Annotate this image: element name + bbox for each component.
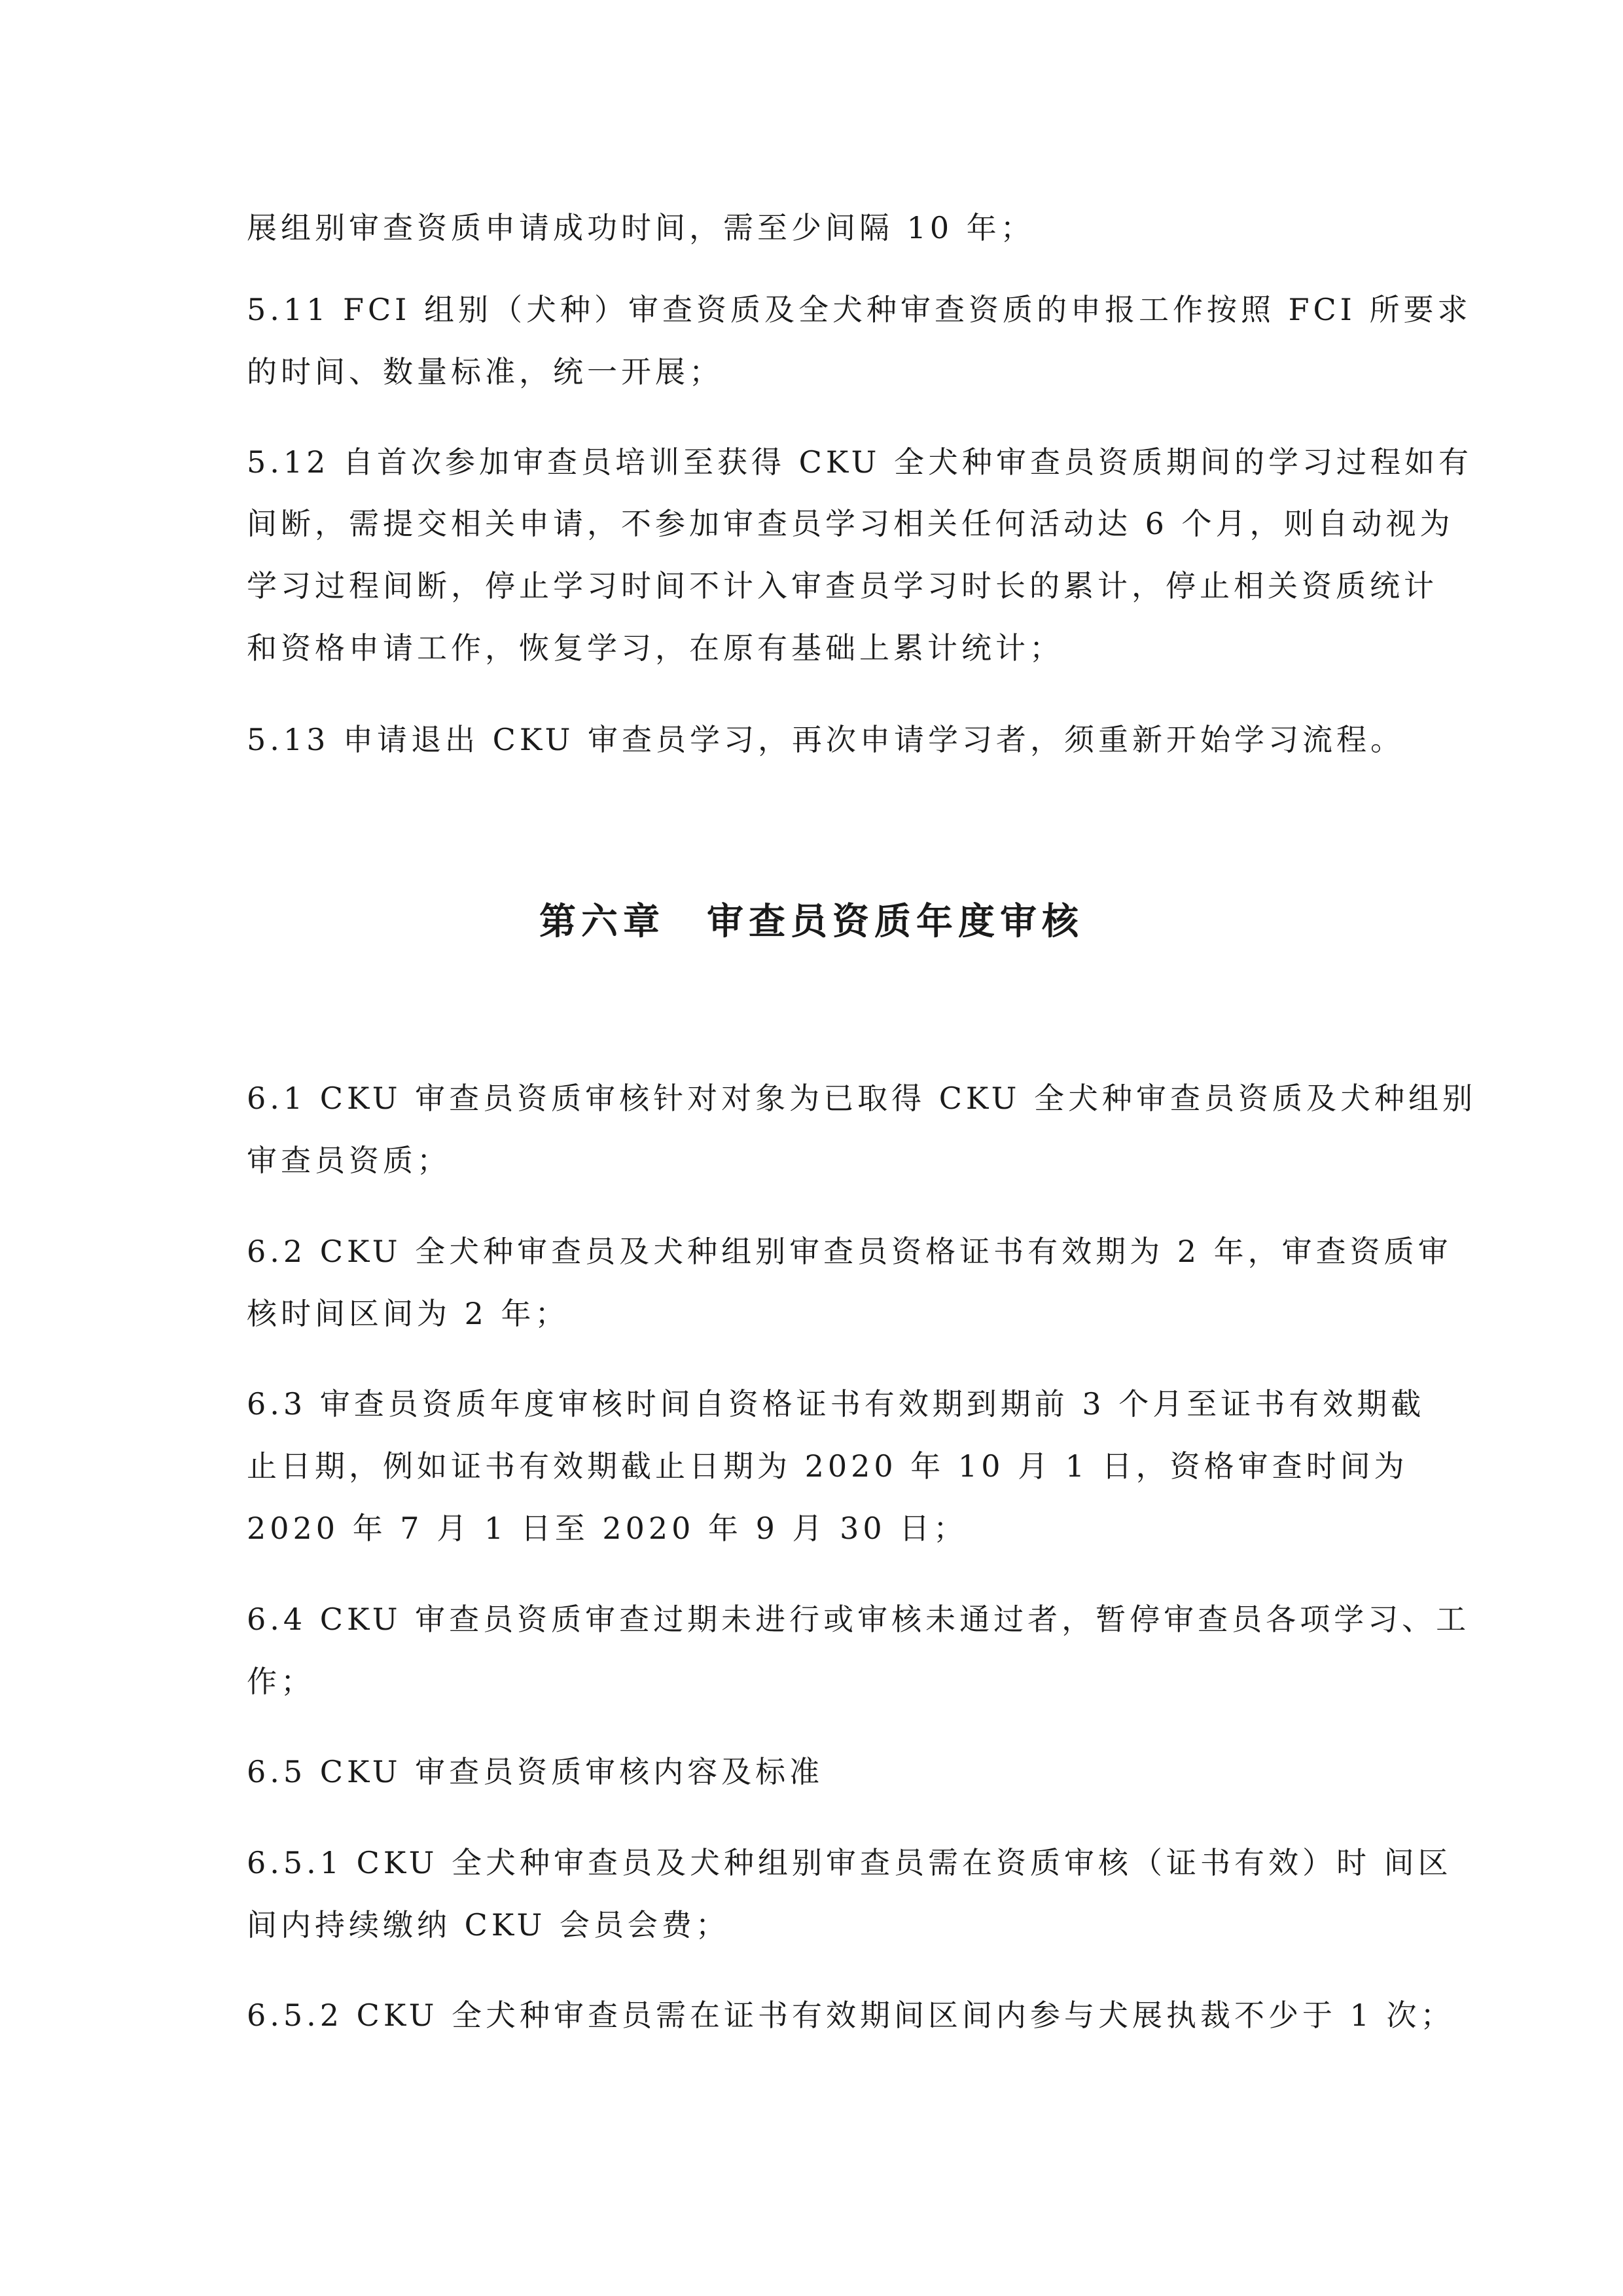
- paragraph-6-3-line-3: 2020 年 7 月 1 日至 2020 年 9 月 30 日；: [247, 1511, 968, 1546]
- paragraph-6-5-1-line-1: 6.5.1 CKU 全犬种审查员及犬种组别审查员需在资质审核（证书有效）时 间区: [247, 1845, 1452, 1880]
- paragraph-5-12-line-1: 5.12 自首次参加审查员培训至获得 CKU 全犬种审查员资质期间的学习过程如有: [247, 444, 1472, 480]
- paragraph-5-13-line-1: 5.13 申请退出 CKU 审查员学习，再次申请学习者，须重新开始学习流程。: [247, 722, 1404, 757]
- paragraph-5-12-line-3: 学习过程间断，停止学习时间不计入审查员学习时长的累计，停止相关资质统计: [247, 568, 1438, 603]
- paragraph-6-4-line-2: 作；: [247, 1664, 315, 1699]
- paragraph-6-5-2-line-1: 6.5.2 CKU 全犬种审查员需在证书有效期间区间内参与犬展执裁不少于 1 次；: [247, 1998, 1455, 2033]
- paragraph-6-2-line-2: 核时间区间为 2 年；: [247, 1296, 569, 1331]
- paragraph-6-2-line-1: 6.2 CKU 全犬种审查员及犬种组别审查员资格证书有效期为 2 年，审查资质审: [247, 1234, 1452, 1269]
- paragraph-5-12-line-2: 间断，需提交相关申请，不参加审查员学习相关任何活动达 6 个月，则自动视为: [247, 506, 1454, 541]
- paragraph-5-11-line-2: 的时间、数量标准，统一开展；: [247, 354, 723, 389]
- paragraph-6-3-line-2: 止日期，例如证书有效期截止日期为 2020 年 10 月 1 日，资格审查时间为: [247, 1448, 1408, 1484]
- paragraph-5-12-line-4: 和资格申请工作，恢复学习，在原有基础上累计统计；: [247, 630, 1063, 666]
- paragraph-6-5-line-1: 6.5 CKU 审查员资质审核内容及标准: [247, 1754, 824, 1789]
- paragraph-6-5-1-line-2: 间内持续缴纳 CKU 会员会费；: [247, 1907, 730, 1943]
- chapter-title: 第六章 审查员资质年度审核: [539, 900, 1084, 943]
- paragraph-5-11-line-1: 5.11 FCI 组别（犬种）审查资质及全犬种审查资质的申报工作按照 FCI 所要求: [247, 292, 1472, 327]
- paragraph-6-4-line-1: 6.4 CKU 审查员资质审查过期未进行或审核未通过者，暂停审查员各项学习、工: [247, 1602, 1471, 1637]
- paragraph-6-1-line-1: 6.1 CKU 审查员资质审核针对对象为已取得 CKU 全犬种审查员资质及犬种组别: [247, 1081, 1477, 1116]
- paragraph-5-10-tail: 展组别审查资质申请成功时间，需至少间隔 10 年；: [247, 210, 1035, 245]
- paragraph-6-3-line-1: 6.3 审查员资质年度审核时间自资格证书有效期到期前 3 个月至证书有效期截: [247, 1386, 1425, 1422]
- paragraph-6-1-line-2: 审查员资质；: [247, 1143, 451, 1178]
